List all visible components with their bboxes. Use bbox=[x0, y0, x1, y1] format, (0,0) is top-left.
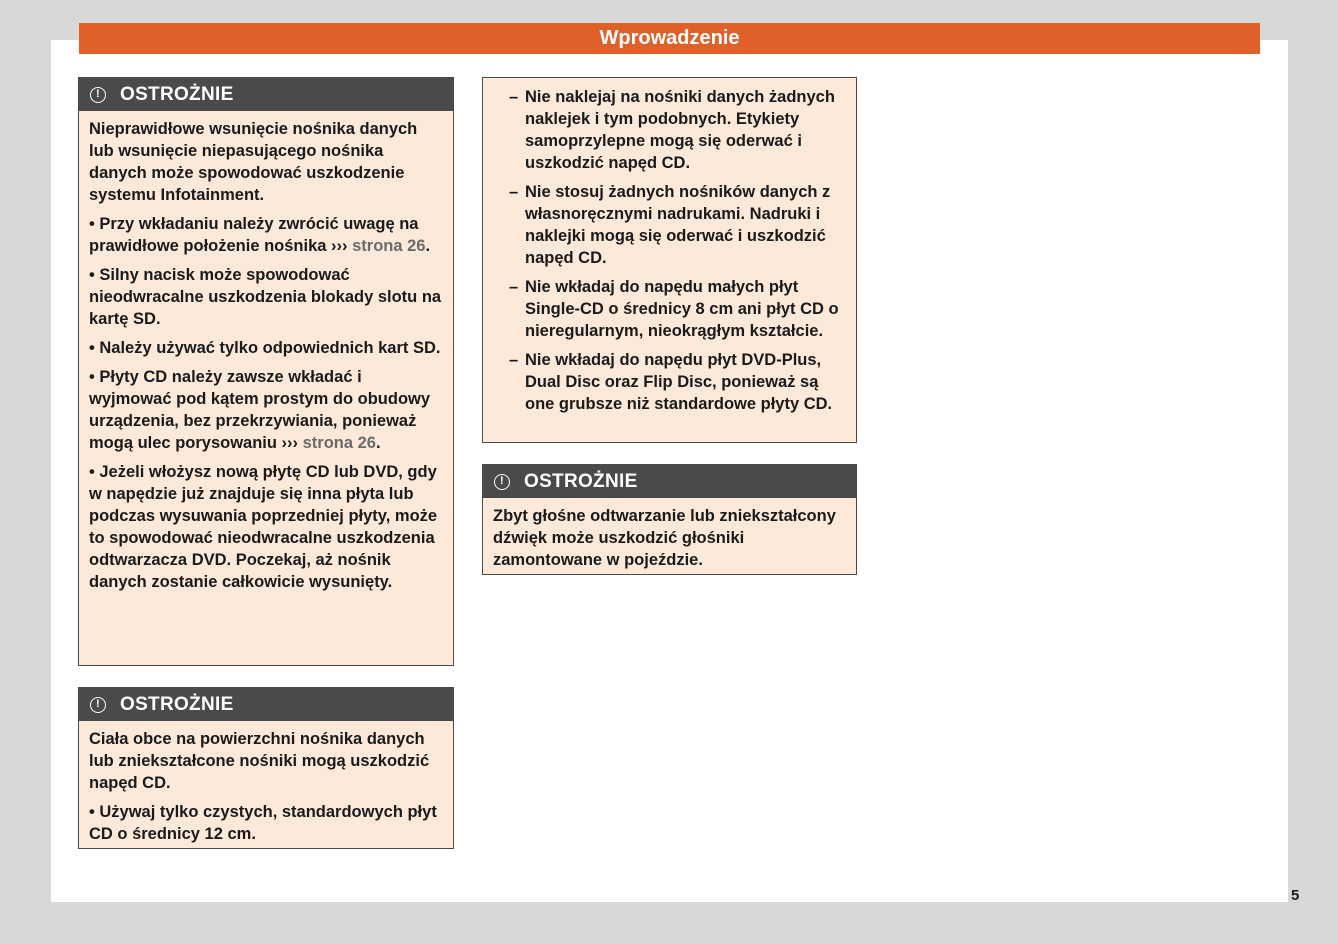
dash-list bbox=[483, 78, 856, 426]
bullet-text: Płyty CD należy zawsze wkładać i wyjmować pod kątem prostym do obudowy urządzenia, bez przekrzywiania, ponieważ mogą ulec porysowaniu ››› bbox=[89, 368, 431, 452]
caution-text: Zbyt głośne odtwarzanie lub zniekształcony dźwięk może uszkodzić głośniki zamontowane w pojeździe. bbox=[493, 507, 836, 569]
bullet-item: • Jeżeli włożysz nową płytę CD lub DVD, gdy w napędzie już znajduje się inna płyta lub podczas wysuwania poprzedniej płyty, może to spowodować nieodwracalne uszkodzenia odtwarzacza DVD. Poczekaj, aż nośnik danych zostanie całkowicie wysunięty. bbox=[89, 461, 443, 593]
bullet-item: • Silny nacisk może spowodować nieodwracalne uszkodzenia blokady slotu na kartę SD. bbox=[89, 264, 443, 330]
warning-icon: ! bbox=[494, 474, 510, 490]
bullet-item: • Przy wkładaniu należy zwrócić uwagę na prawidłowe położenie nośnika ››› strona 26. bbox=[89, 213, 443, 257]
dash-list-item: – Nie wkładaj do napędu płyt DVD-Plus, Dual Disc oraz Flip Disc, ponieważ są one grubsze niż standardowe płyty CD. bbox=[493, 349, 846, 415]
page-reference-link[interactable]: strona 26 bbox=[302, 434, 376, 452]
caution-box-foreign-objects bbox=[78, 687, 454, 849]
dash-list-item: – Nie stosuj żadnych nośników danych z własnoręcznymi nadrukami. Nadruki i naklejki mogą się oderwać i uszkodzić napęd CD. bbox=[493, 181, 846, 269]
caution-title: OSTROŻNIE bbox=[120, 693, 234, 715]
caution-box-insertion bbox=[78, 77, 454, 666]
dash-list-item: – Nie naklejaj na nośniki danych żadnych naklejek i tym podobnych. Etykiety samoprzylepne mogą się oderwać i uszkodzić napęd CD. bbox=[493, 86, 846, 174]
bullet-item: • Należy używać tylko odpowiednich kart SD. bbox=[89, 337, 443, 359]
dash-list-item: – Nie wkładaj do napędu małych płyt Single-CD o średnicy 8 cm ani płyt CD o nieregularnym, nieokrągłym kształcie. bbox=[493, 276, 846, 342]
page-number: 5 bbox=[1291, 887, 1300, 904]
caution-header bbox=[483, 465, 856, 498]
page-reference-link[interactable]: strona 26 bbox=[352, 237, 426, 255]
caution-box-continuation bbox=[482, 77, 857, 443]
caution-header bbox=[79, 78, 453, 111]
warning-icon: ! bbox=[90, 87, 106, 103]
caution-intro: Ciała obce na powierzchni nośnika danych lub zniekształcone nośniki mogą uszkodzić napęd CD. bbox=[89, 730, 430, 792]
caution-intro: Nieprawidłowe wsunięcie nośnika danych lub wsunięcie niepasującego nośnika danych może spowodować uszkodzenie systemu Infotainment. bbox=[89, 120, 418, 204]
warning-icon: ! bbox=[90, 697, 106, 713]
bullet-item: • Używaj tylko czystych, standardowych płyt CD o średnicy 12 cm. bbox=[89, 801, 443, 845]
section-header bbox=[79, 23, 1260, 54]
section-title: Wprowadzenie bbox=[599, 27, 740, 49]
caution-title: OSTROŻNIE bbox=[524, 470, 638, 492]
bullet-text: Przy wkładaniu należy zwrócić uwagę na prawidłowe położenie nośnika ››› bbox=[89, 215, 419, 255]
caution-box-volume bbox=[482, 464, 857, 575]
caution-title: OSTROŻNIE bbox=[120, 83, 234, 105]
bullet-item: • Płyty CD należy zawsze wkładać i wyjmować pod kątem prostym do obudowy urządzenia, bez przekrzywiania, ponieważ mogą ulec porysowaniu ››› strona 26. bbox=[89, 366, 443, 454]
caution-header bbox=[79, 688, 453, 721]
